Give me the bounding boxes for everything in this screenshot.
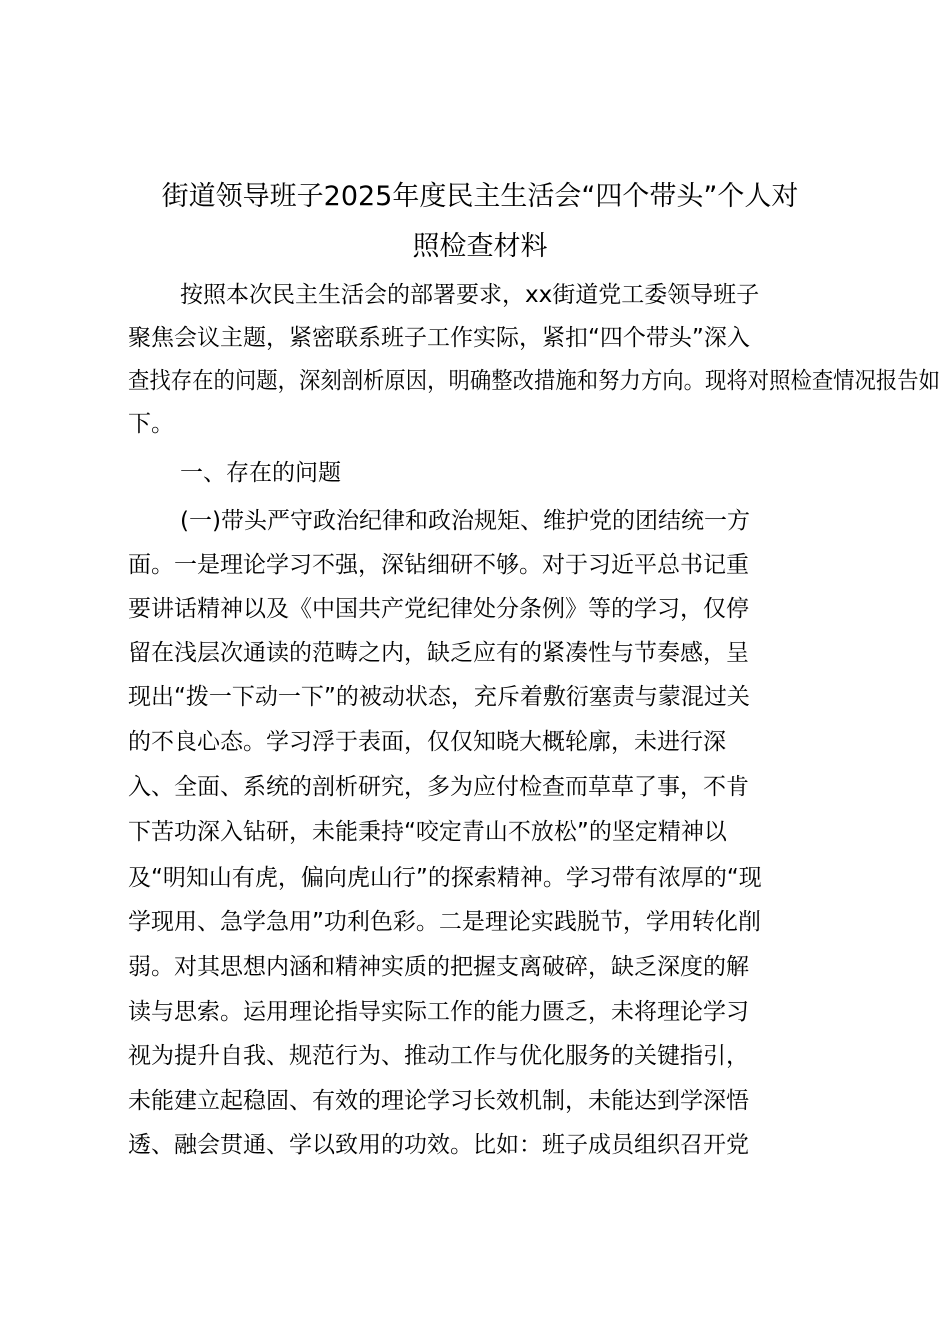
paragraph-line: 学现用、急学急用”功利色彩。二是理论实践脱节，学用转化削: [128, 909, 761, 935]
paragraph-line: 留在浅层次通读的范畴之内，缺乏应有的紧凑性与节奏感，呈: [128, 640, 749, 666]
section-heading: 一、存在的问题: [180, 460, 341, 486]
paragraph-line: 按照本次民主生活会的部署要求，xx街道党工委领导班子: [180, 282, 760, 308]
paragraph-line: 面。一是理论学习不强，深钻细研不够。对于习近平总书记重: [128, 552, 749, 578]
paragraph-line: 下。: [128, 411, 174, 437]
paragraph-line: 弱。对其思想内涵和精神实质的把握支离破碎，缺乏深度的解: [128, 954, 749, 980]
paragraph-line: 读与思索。运用理论指导实际工作的能力匮乏，未将理论学习: [128, 999, 749, 1025]
paragraph-line: 要讲话精神以及《中国共产党纪律处分条例》等的学习，仅停: [128, 596, 749, 622]
paragraph-line: 视为提升自我、规范行为、推动工作与优化服务的关键指引，: [128, 1043, 749, 1069]
paragraph-line: 查找存在的问题，深刻剖析原因，明确整改措施和努力方向。现将对照检查情况报告如: [128, 368, 941, 394]
paragraph-line: 透、融会贯通、学以致用的功效。比如：班子成员组织召开党: [128, 1132, 749, 1158]
paragraph-line: 现出“拨一下动一下”的被动状态，充斥着敷衍塞责与蒙混过关: [128, 684, 750, 710]
paragraph-line: 聚焦会议主题，紧密联系班子工作实际，紧扣“四个带头”深入: [128, 325, 750, 351]
subsection-heading: (一)带头严守政治纪律和政治规矩、维护党的团结统一方: [180, 508, 750, 534]
paragraph-line: 入、全面、系统的剖析研究，多为应付检查而草草了事，不肯: [128, 774, 749, 800]
title-line-1: 街道领导班子2025年度民主生活会“四个带头”个人对: [161, 181, 799, 212]
paragraph-line: 的不良心态。学习浮于表面，仅仅知晓大概轮廓，未进行深: [128, 729, 726, 755]
paragraph-line: 未能建立起稳固、有效的理论学习长效机制，未能达到学深悟: [128, 1088, 749, 1114]
title-line-2: 照检查材料: [412, 231, 548, 262]
paragraph-line: 下苦功深入钻研，未能秉持“咬定青山不放松”的坚定精神以: [128, 819, 727, 845]
paragraph-line: 及“明知山有虎，偏向虎山行”的探索精神。学习带有浓厚的“现: [128, 865, 762, 891]
document-title: [120, 172, 840, 272]
